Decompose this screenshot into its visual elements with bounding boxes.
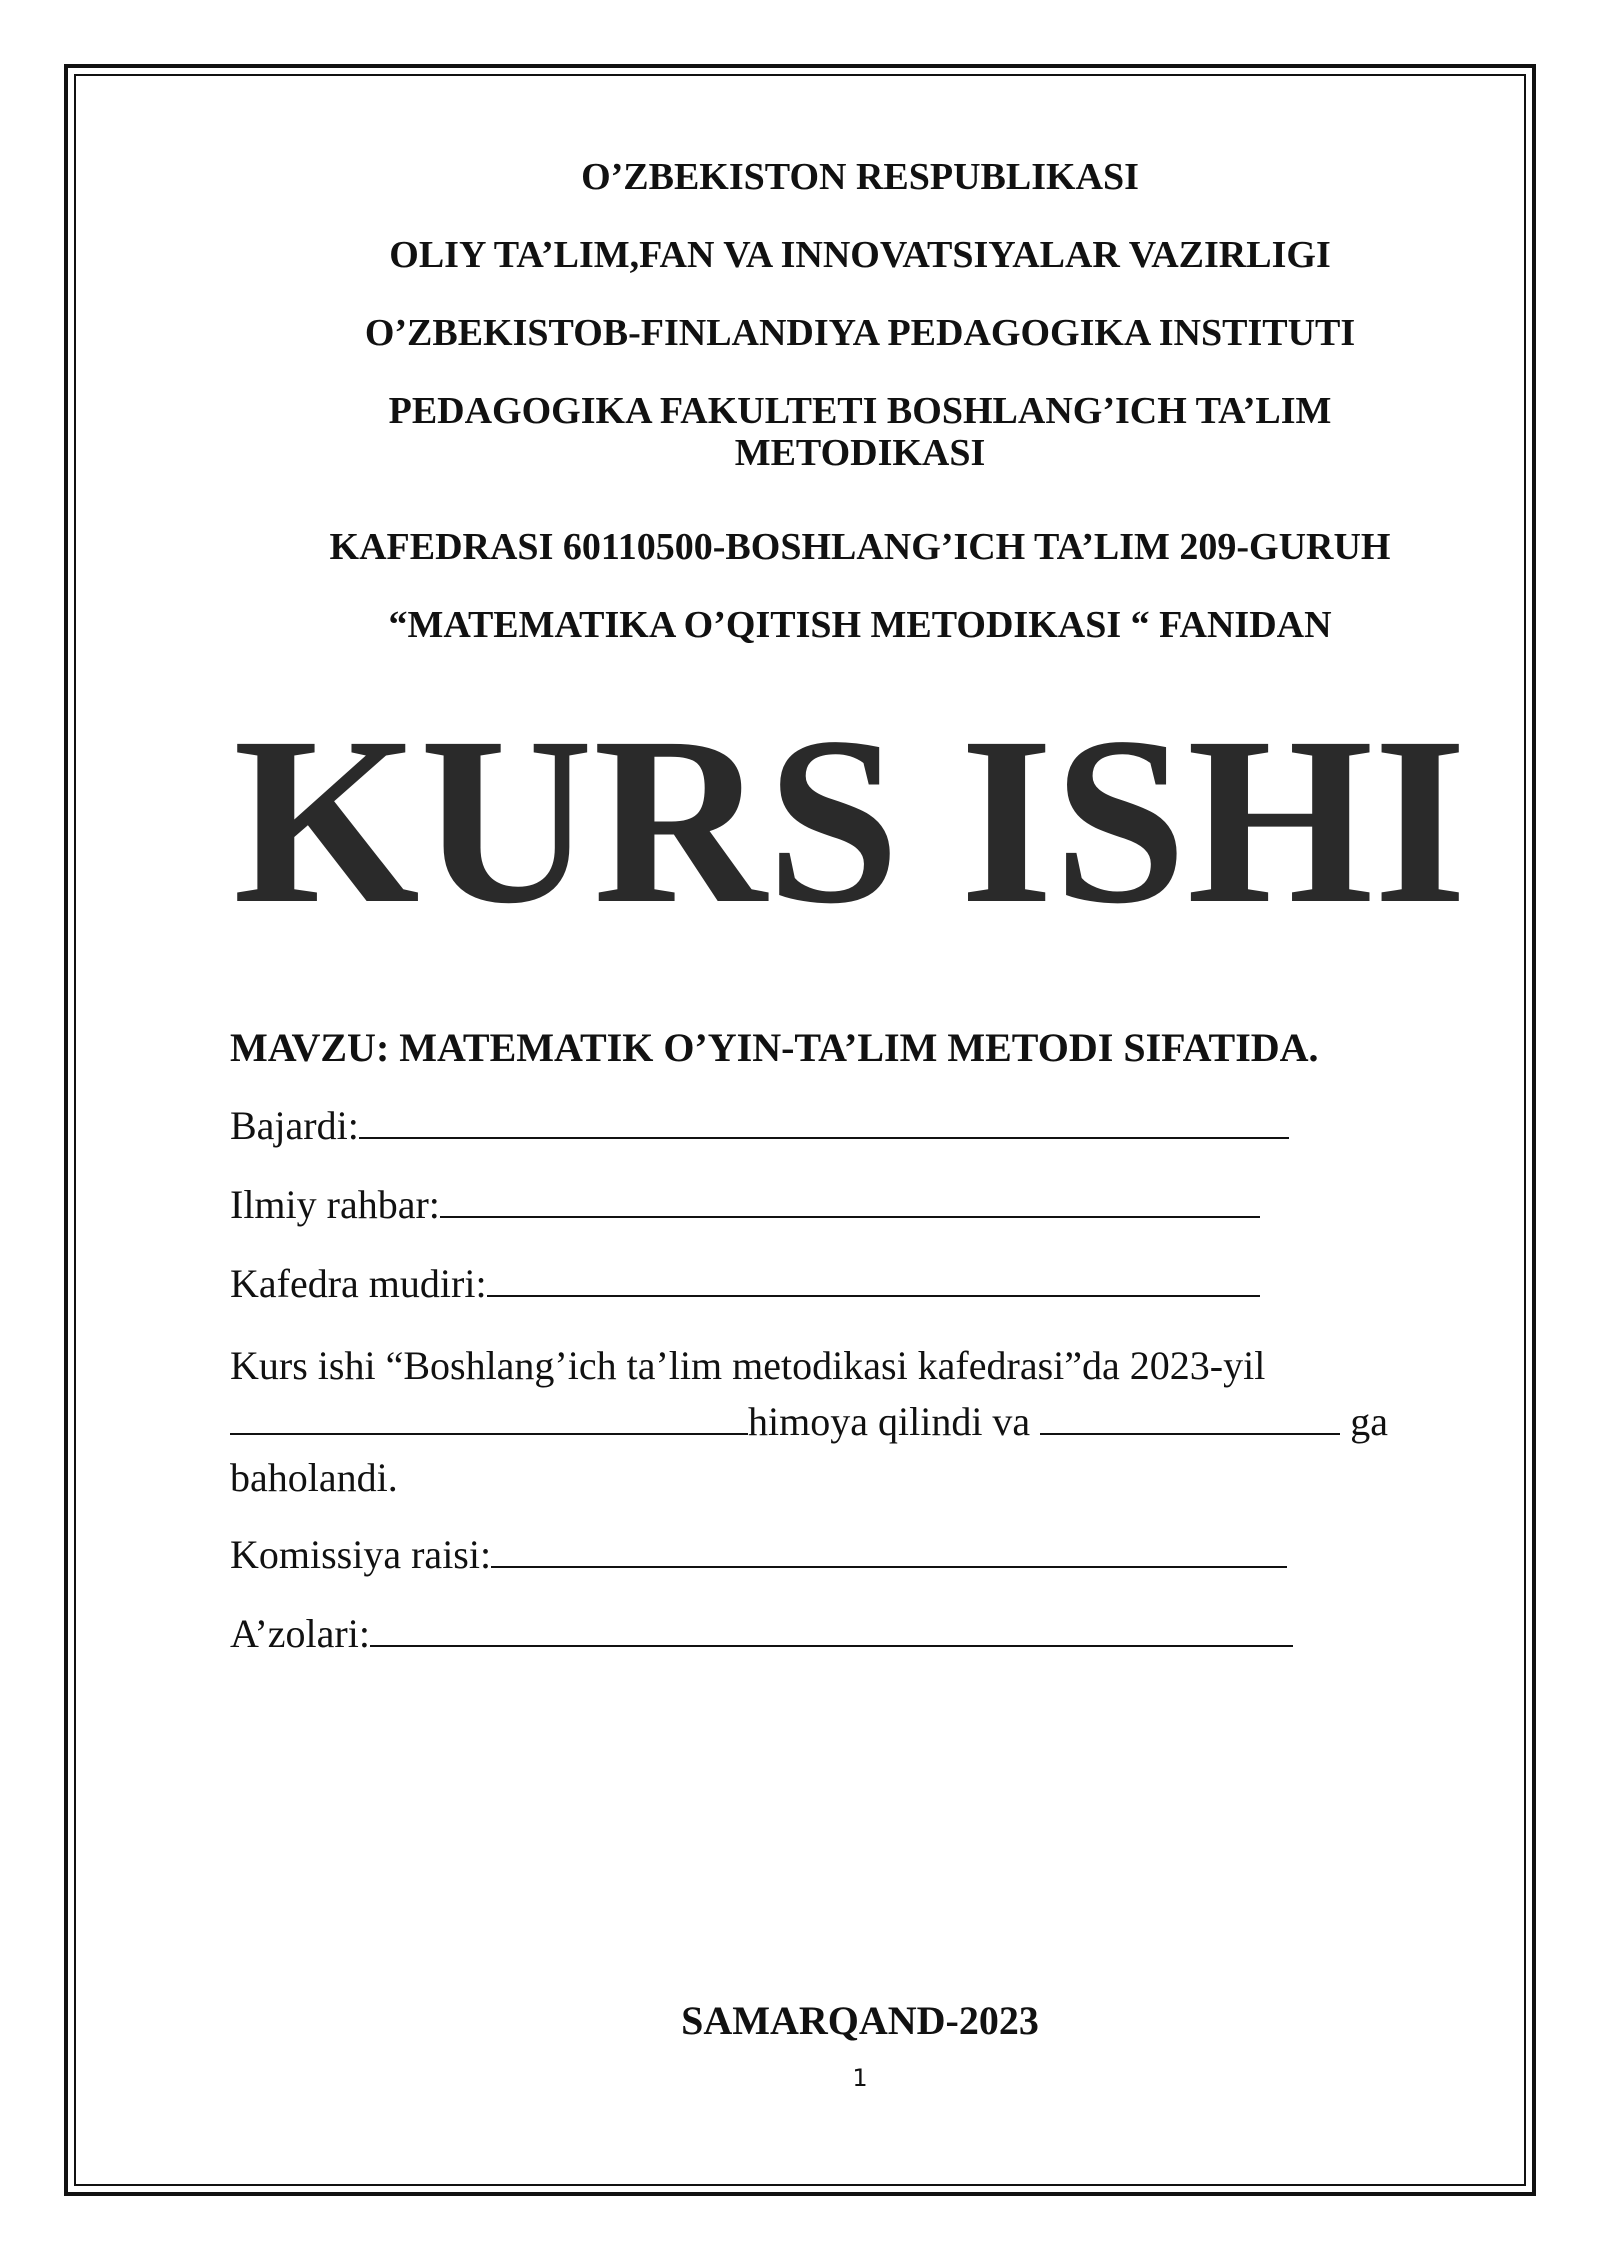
city-year: SAMARQAND-2023 [681,1998,1039,2043]
header-subject: “MATEMATIKA O’QITISH METODIKASI “ FANIDAN [388,604,1332,646]
document-title: KURS ISHI [233,687,1467,953]
defense-text: ga [1350,1399,1388,1444]
defense-line-1: Kurs ishi “Boshlang’ich ta’lim metodikasi kafedrasi”da 2023-yil [230,1343,1266,1388]
page-number: 1 [852,2064,868,2092]
field-label: Bajardi: [230,1103,359,1148]
blank-line [370,1611,1293,1647]
field-label: Ilmiy rahbar: [230,1182,440,1227]
header-faculty-cont: METODIKASI [734,432,986,474]
defense-line-2 [230,1394,1420,1450]
header-institute: O’ZBEKISTOB-FINLANDIYA PEDAGOGIKA INSTITUTI [364,312,1356,354]
field-label: Kafedra mudiri: [230,1261,487,1306]
blank-line [230,1399,748,1435]
field-komissiya-raisi [230,1532,1287,1578]
field-label: A’zolari: [230,1611,370,1656]
header-faculty: PEDAGOGIKA FAKULTETI BOSHLANG’ICH TA’LIM [388,390,1332,432]
field-label: Komissiya raisi: [230,1532,492,1577]
topic-line: MAVZU: MATEMATIK O’YIN-TA’LIM METODI SIFATIDA. [230,1025,1319,1070]
blank-line [491,1532,1287,1568]
header-country: O’ZBEKISTON RESPUBLIKASI [581,156,1139,198]
blank-line [359,1103,1289,1139]
header-department: KAFEDRASI 60110500-BOSHLANG’ICH TA’LIM 209-GURUH [329,526,1391,568]
field-bajardi [230,1103,1289,1149]
blank-line [487,1261,1260,1297]
field-azolari [230,1611,1293,1657]
defense-paragraph [230,1338,1420,1506]
blank-line [440,1182,1260,1218]
defense-text: himoya qilindi va [748,1399,1031,1444]
blank-line [1040,1399,1340,1435]
field-kafedra-mudiri [230,1261,1260,1307]
institution-header [230,155,1490,655]
defense-line-3: baholandi. [230,1455,398,1500]
field-ilmiy-rahbar [230,1182,1260,1228]
header-ministry: OLIY TA’LIM,FAN VA INNOVATSIYALAR VAZIRLIGI [389,234,1331,276]
